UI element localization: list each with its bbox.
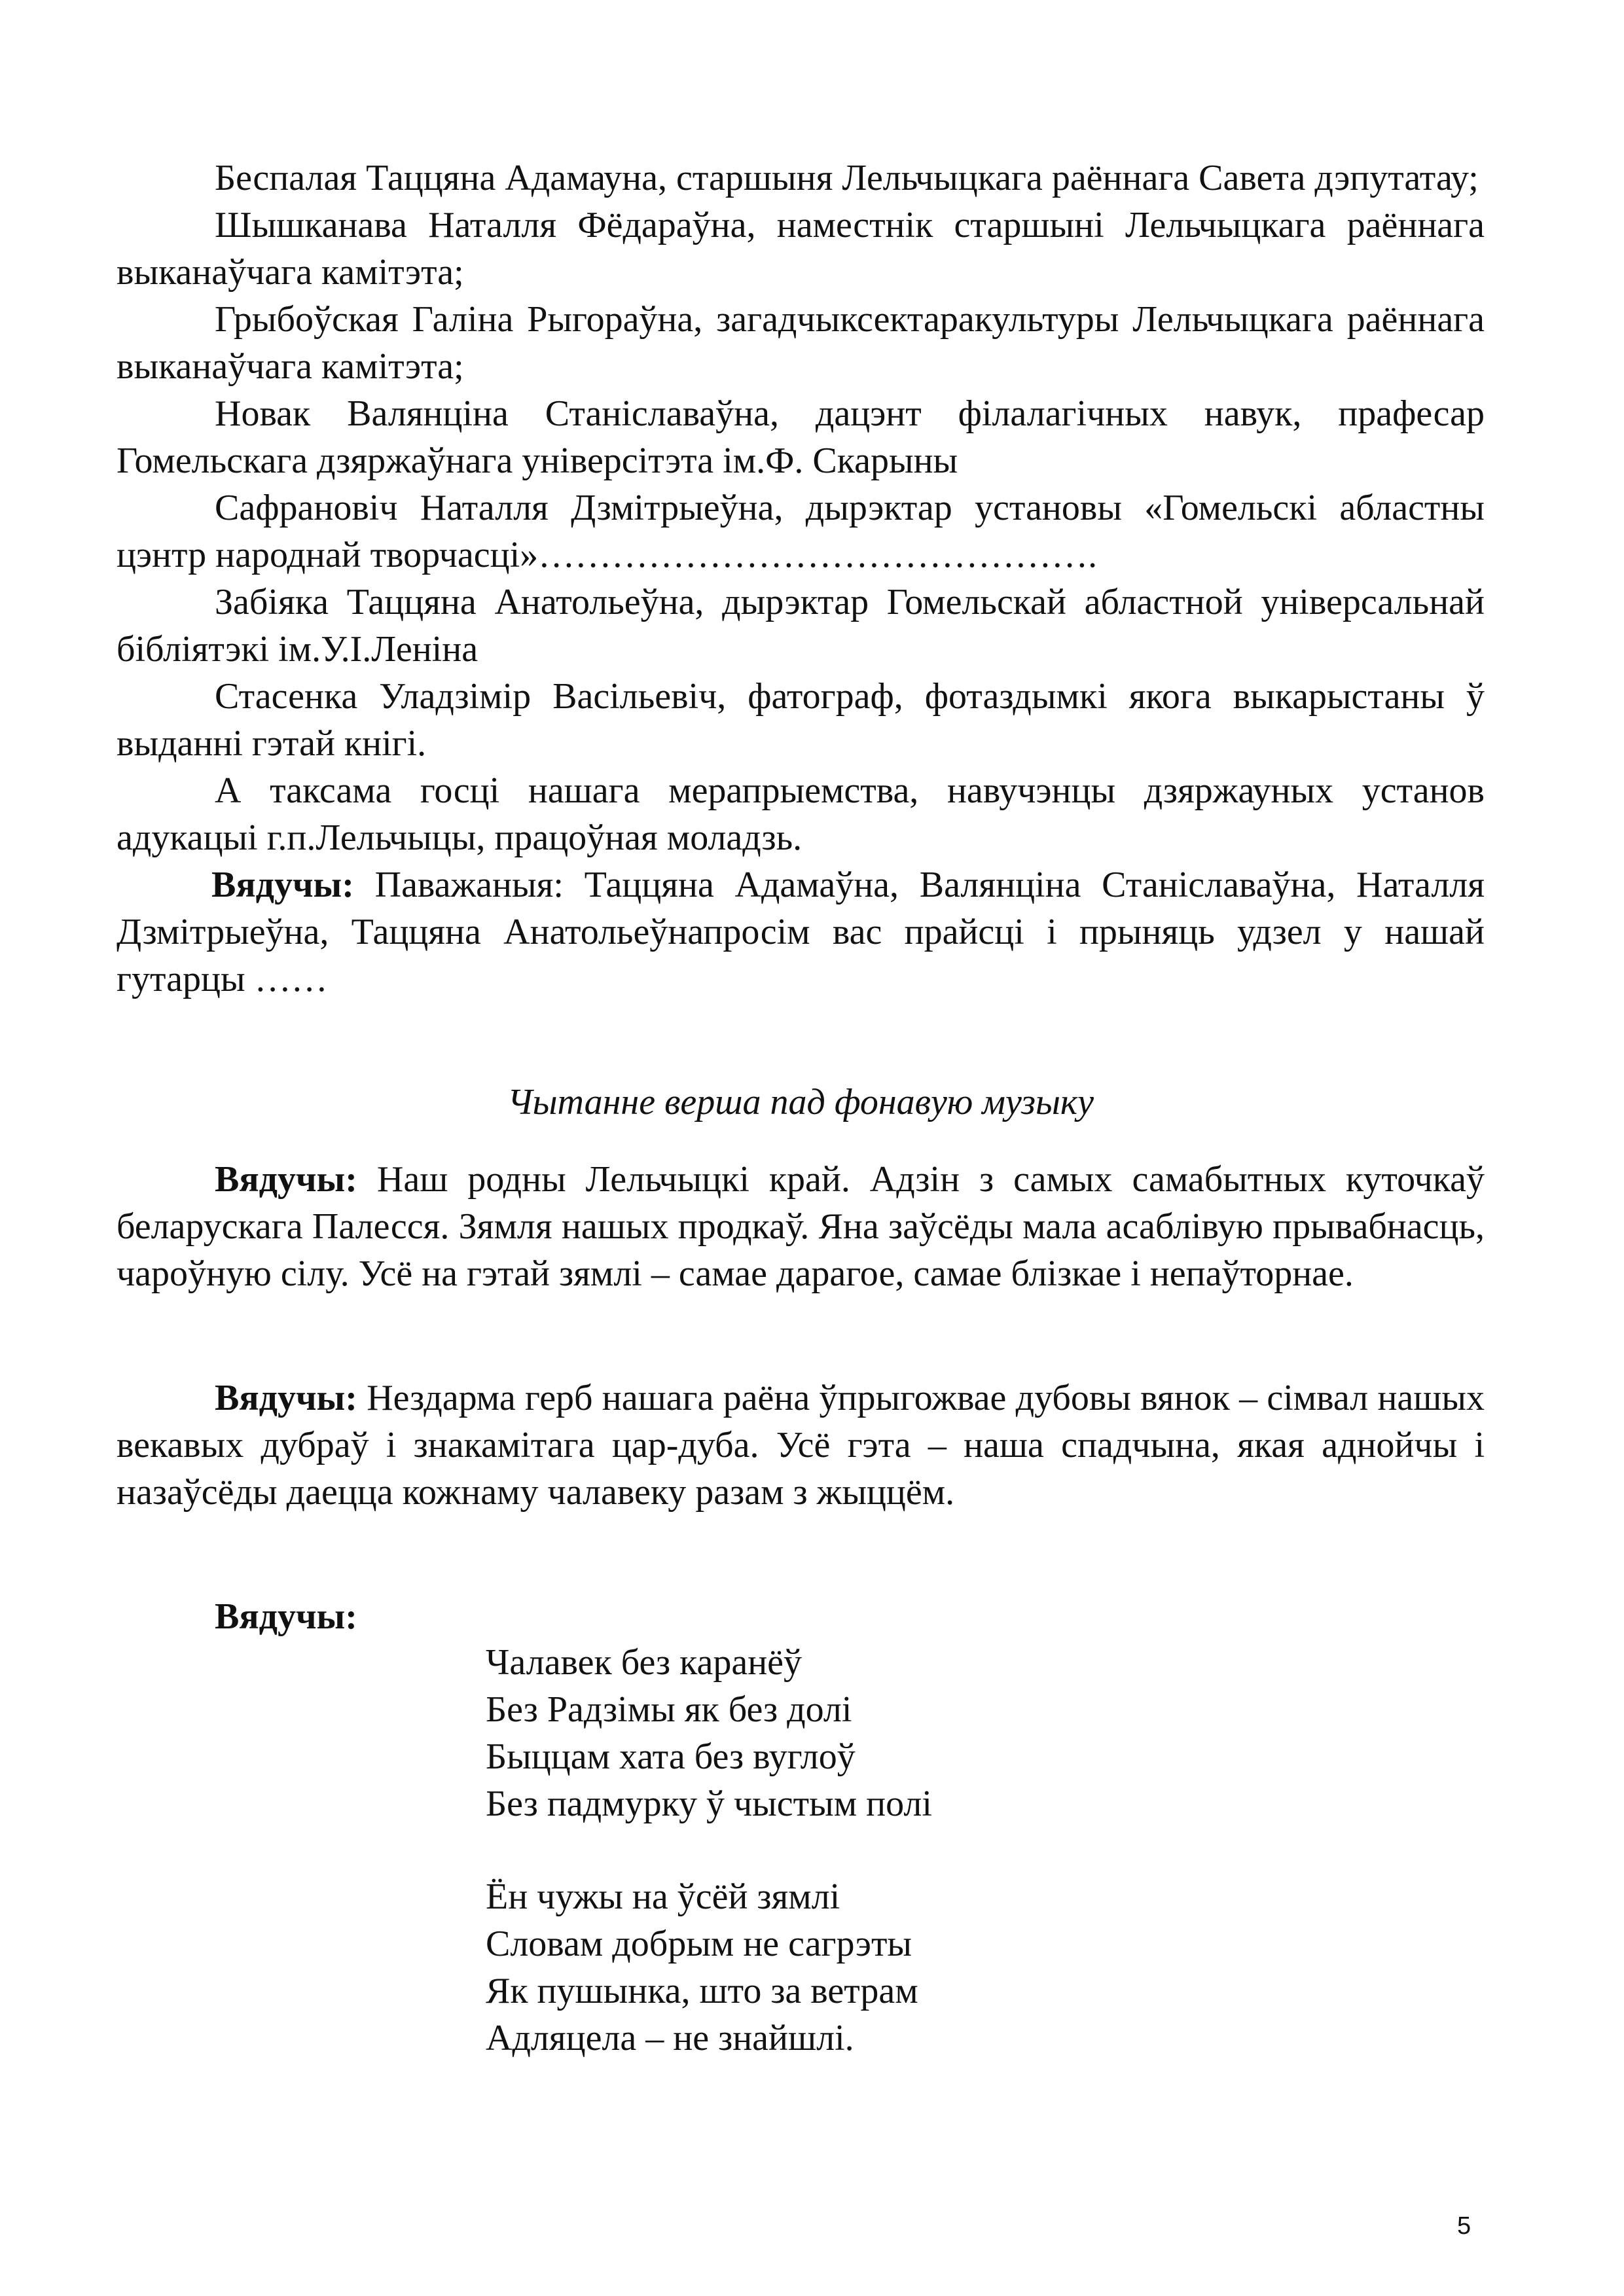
participant-entry: Беспалая Таццяна Адамауна, старшыня Лельчыцкага раённага Савета дэпутатау;	[215, 158, 1479, 198]
participant-entry: Грыбоўская Галіна Рыгораўна, загадчыксектаракультуры Лельчыцкага раённага выканаўчага камітэта;	[117, 299, 1485, 387]
poem-line: Словам добрым не сагрэты	[486, 1924, 912, 1964]
poem-stanza-2	[486, 1873, 918, 2062]
invitation-text: Паважаныя: Таццяна Адамаўна, Валянціна Станіславаўна, Наталля Дзмітрыеўна, Таццяна Анатольеўнапросім вас прайсці і прыняць удзел у нашай гутарцы ……	[117, 865, 1485, 999]
poem-line: Без Радзімы як без долі	[486, 1689, 852, 1730]
poem-stanza-1	[486, 1639, 932, 1827]
poem-line: Адляцела – не знайшлі.	[486, 2018, 854, 2058]
speech-section-1	[117, 1156, 1485, 1297]
page-number: 5	[1457, 2212, 1471, 2240]
speaker-label: Вядучы:	[215, 1159, 357, 1200]
participant-entry: Забіяка Таццяна Анатольеўна, дырэктар Гомельскай абластной універсальнай бібліятэкі ім.У.І.Леніна	[117, 582, 1485, 670]
poem-line: Як пушынка, што за ветрам	[486, 1971, 918, 2011]
speaker-label: Вядучы:	[215, 1596, 357, 1637]
poem-line: Чалавек без каранёў	[486, 1642, 803, 1683]
speaker-label: Вядучы:	[215, 1378, 357, 1418]
invitation-paragraph	[117, 861, 1485, 1003]
participant-entry: Новак Валянціна Станіславаўна, дацэнт філалагічных навук, прафесар Гомельскага дзяржаўнага універсітэта ім.Ф. Скарыны	[117, 393, 1485, 481]
speech-paragraph	[117, 1156, 1485, 1297]
participant-entry: Сафрановіч Наталля Дзмітрыеўна, дырэктар установы «Гомельскі абластны цэнтр народнай творчасці»……………………………………….	[117, 488, 1485, 575]
poem-line: Без падмурку ў чыстым полі	[486, 1784, 932, 1824]
participant-entry: Стасенка Уладзімір Васільевіч, фатограф, фотаздымкі якога выкарыстаны ў выданні гэтай кнігі.	[117, 676, 1485, 764]
speech-text: Нездарма герб нашага раёна ўпрыгожвае дубовы вянок – сімвал нашых векавых дубраў і знакамітага цар-дуба. Усё гэта – наша спадчына, якая аднойчы і назаўсёды даецца кожнаму чалавеку разам з жыццём.	[117, 1378, 1485, 1513]
participant-entry: Шышканава Наталля Фёдараўна, наместнік старшыні Лельчыцкага раённага выканаўчага камітэта;	[117, 205, 1485, 293]
poem-line: Быццам хата без вуглоў	[486, 1736, 856, 1777]
speech-text: Наш родны Лельчыцкі край. Адзін з самых самабытных куточкаў беларускага Палесся. Зямля нашых продкаў. Яна заўсёды мала асаблівую прывабнасць, чароўную сілу. Усё на гэтай зямлі – самае дарагое, самае блізкае і непаўторнае.	[117, 1159, 1485, 1294]
speaker-label: Вядучы:	[211, 865, 354, 905]
speech-paragraph	[117, 1593, 1485, 1640]
speech-paragraph	[117, 1374, 1485, 1516]
poem-speaker	[117, 1593, 1485, 1640]
stage-direction: Чытанне верша пад фонавую музыку	[507, 1082, 1094, 1122]
participants-section	[117, 154, 1485, 1003]
speech-section-2	[117, 1374, 1485, 1516]
participant-entry: А таксама госці нашага мерапрыемства, навучэнцы дзяржауных установ адукацыі г.п.Лельчыцы, працоўная моладзь.	[117, 770, 1485, 858]
poem-line: Ён чужы на ўсёй зямлі	[486, 1876, 840, 1917]
